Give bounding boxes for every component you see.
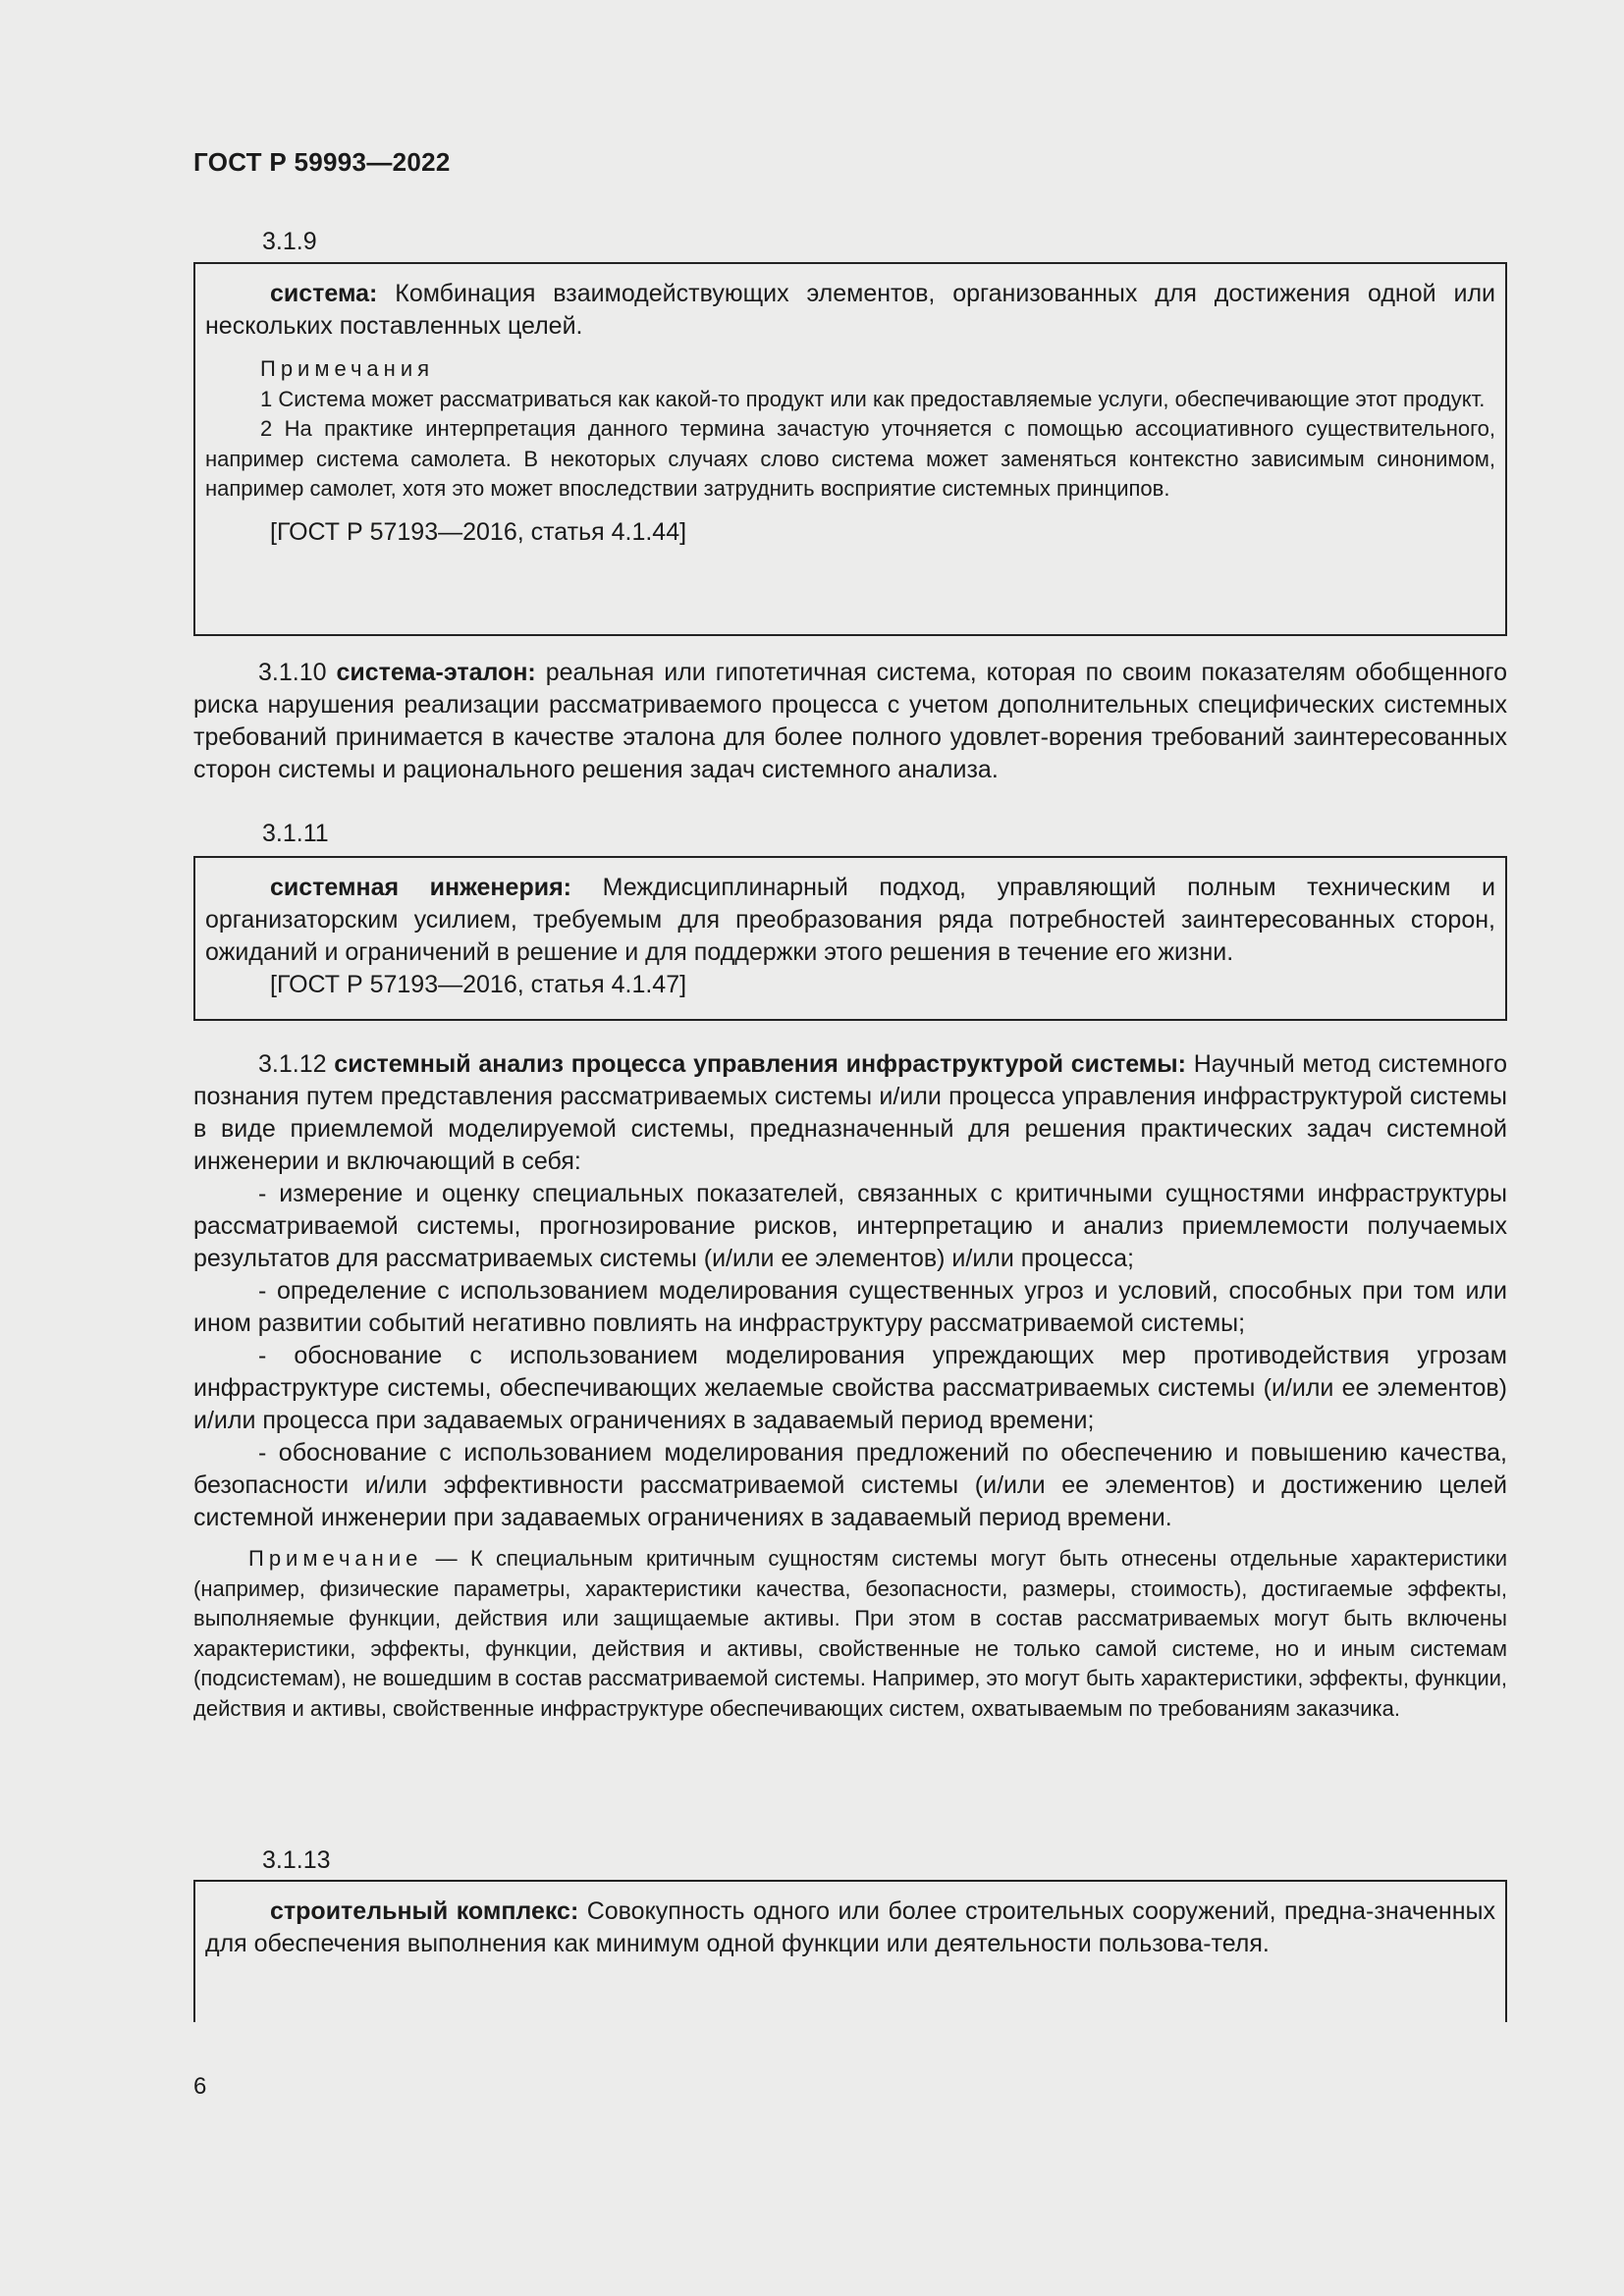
list-item: - обоснование с использованием моделирования упреждающих мер противодействия угрозам инфраструктуре системы, обеспечивающих желаемые свойства рассматриваемых системы (и/или ее элементов) и/или процесса при задаваемых ограничениях в задаваемый период времени;: [193, 1342, 1507, 1434]
term-3-1-9: система:: [270, 280, 378, 307]
notes-label-3-1-9: Примечания: [260, 356, 435, 381]
clause-number-3-1-12: 3.1.12: [258, 1050, 327, 1078]
clause-number-3-1-13: 3.1.13: [262, 1846, 331, 1874]
clause-number-3-1-9: 3.1.9: [262, 228, 317, 255]
clause-3-1-12: [193, 1048, 1507, 1724]
clause-number-3-1-10: 3.1.10: [258, 659, 327, 686]
source-3-1-9: [ГОСТ Р 57193—2016, статья 4.1.44]: [270, 517, 687, 546]
list-item: - определение с использованием моделирования существенных угроз и условий, способных при том или ином развитии событий негативно повлиять на инфраструктуру рассматриваемой системы;: [193, 1277, 1507, 1337]
document-header: ГОСТ Р 59993—2022: [193, 147, 451, 177]
term-3-1-11: системная инженерия:: [270, 874, 571, 901]
definition-3-1-13: строительный комплекс: Совокупность одного или более строительных сооружений, предна-значенных для обеспечения выполнения как минимум одной функции или деятельности пользова-теля.: [205, 1897, 1495, 1957]
source-3-1-11: [ГОСТ Р 57193—2016, статья 4.1.47]: [270, 971, 687, 998]
note2-3-1-9: 2 На практике интерпретация данного термина зачастую уточняется с помощью ассоциативного существительного, например система самолета. В некоторых случаях слово система может заменяться контекстно зависимым синонимом, например самолет, хотя это может впоследствии затруднить восприятие системных принципов.: [205, 416, 1495, 501]
page-number: 6: [193, 2073, 207, 2100]
definition-3-1-10: 3.1.10 система-эталон: реальная или гипотетичная система, которая по своим показателям обобщенного риска нарушения реализации рассматриваемого процесса с учетом дополнительных специфических системных требований принимается в качестве эталона для более полного удовлет-ворения требований заинтересованных сторон системы и рационального решения задач системного анализа.: [193, 659, 1507, 783]
list-item: - обоснование с использованием моделирования предложений по обеспечению и повышению качества, безопасности и/или эффективности рассматриваемой системы (и/или ее элементов) и достижению целей системной инженерии при задаваемых ограничениях в задаваемый период времени.: [193, 1439, 1507, 1531]
definition-3-1-12: 3.1.12 системный анализ процесса управления инфраструктурой системы: Научный метод системного познания путем представления рассматриваемых системы и/или процесса управления инфраструктурой системы в виде приемлемой моделируемой системы, предназначенный для решения практических задач системной инженерии и включающий в себя:: [193, 1050, 1507, 1175]
list-item: - измерение и оценку специальных показателей, связанных с критичными сущностями инфраструктуры рассматриваемой системы, прогнозирование рисков, интерпретацию и анализ приемлемости получаемых результатов для рассматриваемых системы (и/или ее элементов) и/или процесса;: [193, 1180, 1507, 1272]
note1-3-1-9: 1 Система может рассматриваться как какой-то продукт или как предоставляемые услуги, обеспечивающие этот продукт.: [260, 386, 1486, 411]
definition-box-3-1-13: [193, 1880, 1507, 2022]
term-3-1-13: строительный комплекс:: [270, 1897, 579, 1925]
clause-3-1-10: [193, 657, 1507, 786]
definition-box-3-1-9: [193, 262, 1507, 636]
clause-number-3-1-11: 3.1.11: [262, 820, 329, 847]
definition-3-1-9: система: Комбинация взаимодействующих элементов, организованных для достижения одной или нескольких поставленных целей.: [205, 280, 1495, 340]
note-label-3-1-12: Примечание: [248, 1546, 423, 1571]
note-3-1-12: Примечание — К специальным критичным сущностям системы могут быть отнесены отдельные характеристики (например, физические параметры, характеристики качества, безопасности, размеры, стоимость), достигаемые эффекты, выполняемые функции, действия или защищаемые активы. При этом в состав рассматриваемых могут быть включены характеристики, эффекты, функции, действия и активы, свойственные не только самой системе, но и иным системам (подсистемам), не вошедшим в состав рассматриваемой системы. Например, это могут быть характеристики, эффекты, функции, действия и активы, свойственные инфраструктуре обеспечивающих систем, охватываемым по требованиям заказчика.: [193, 1546, 1508, 1721]
definition-3-1-11: системная инженерия: Междисциплинарный подход, управляющий полным техническим и организаторским усилием, требуемым для преобразования ряда потребностей заинтересованных сторон, ожиданий и ограничений в решение и для поддержки этого решения в течение его жизни.: [205, 874, 1495, 966]
definition-box-3-1-11: [193, 856, 1507, 1021]
term-3-1-12: системный анализ процесса управления инфраструктурой системы:: [334, 1050, 1186, 1078]
term-3-1-10: система-эталон:: [336, 659, 536, 686]
